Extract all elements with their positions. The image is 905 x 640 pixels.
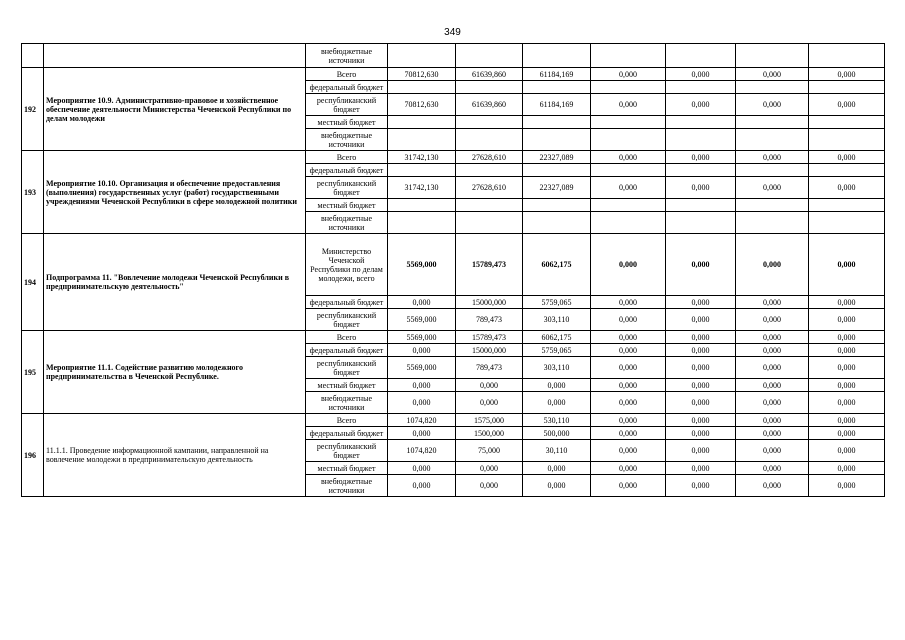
index-cell [22,44,44,68]
value-cell [736,212,809,234]
funding-source: республиканский бюджет [306,440,388,462]
table-row [22,151,885,164]
value-cell: 0,000 [388,392,456,414]
value-cell: 0,000 [666,151,736,164]
value-cell [388,129,456,151]
value-cell: 0,000 [736,379,809,392]
value-cell [456,129,523,151]
funding-source: внебюджетные источники [306,475,388,497]
description-cell [44,44,306,68]
value-cell: 0,000 [591,344,666,357]
source-cell: внебюджетные источники [306,44,388,68]
value-cell: 0,000 [809,344,885,357]
value-cell [388,164,456,177]
value-cell: 0,000 [809,296,885,309]
value-cell: 0,000 [809,462,885,475]
value-cell [523,212,591,234]
value-cell: 5759,065 [523,344,591,357]
value-cell: 0,000 [456,462,523,475]
value-cell: 0,000 [736,440,809,462]
funding-source: Всего [306,414,388,427]
value-cell: 303,110 [523,309,591,331]
value-cell [666,212,736,234]
table-row [22,414,885,427]
value-cell: 31742,130 [388,177,456,199]
value-cell: 0,000 [809,234,885,296]
value-cell: 5569,000 [388,234,456,296]
value-cell: 0,000 [666,94,736,116]
activity-description: 11.1.1. Проведение информационной кампании, направленной на вовлечение молодежи в предпринимательскую деятельность [44,414,306,497]
value-cell: 0,000 [456,379,523,392]
funding-source: внебюджетные источники [306,129,388,151]
value-cell [591,199,666,212]
funding-source: республиканский бюджет [306,309,388,331]
value-cell: 15789,473 [456,234,523,296]
value-cell: 30,110 [523,440,591,462]
value-cell: 0,000 [809,94,885,116]
value-cell: 61639,860 [456,94,523,116]
value-cell: 1500,000 [456,427,523,440]
value-cell: 0,000 [591,427,666,440]
value-cell [591,81,666,94]
funding-source: федеральный бюджет [306,81,388,94]
value-cell [388,44,456,68]
value-cell [666,164,736,177]
value-cell: 0,000 [666,177,736,199]
funding-source: местный бюджет [306,199,388,212]
value-cell [809,199,885,212]
funding-source: местный бюджет [306,116,388,129]
value-cell: 0,000 [736,309,809,331]
funding-source: Всего [306,331,388,344]
value-cell: 0,000 [666,475,736,497]
value-cell: 27628,610 [456,177,523,199]
value-cell: 0,000 [591,94,666,116]
value-cell: 0,000 [388,427,456,440]
funding-source: республиканский бюджет [306,357,388,379]
value-cell: 0,000 [736,344,809,357]
value-cell: 0,000 [736,177,809,199]
value-cell [388,81,456,94]
funding-source: федеральный бюджет [306,427,388,440]
value-cell: 0,000 [736,427,809,440]
value-cell [736,129,809,151]
value-cell: 0,000 [736,357,809,379]
value-cell: 61184,169 [523,94,591,116]
value-cell: 70812,630 [388,94,456,116]
value-cell: 0,000 [736,296,809,309]
value-cell: 0,000 [809,414,885,427]
value-cell: 0,000 [591,296,666,309]
value-cell: 0,000 [666,414,736,427]
value-cell: 0,000 [666,234,736,296]
value-cell [591,44,666,68]
value-cell: 0,000 [809,357,885,379]
value-cell: 0,000 [591,177,666,199]
value-cell: 0,000 [809,177,885,199]
value-cell [456,116,523,129]
value-cell: 0,000 [388,344,456,357]
value-cell [523,81,591,94]
value-cell [456,212,523,234]
value-cell: 0,000 [591,234,666,296]
value-cell: 31742,130 [388,151,456,164]
value-cell: 0,000 [736,462,809,475]
value-cell: 530,110 [523,414,591,427]
value-cell [523,116,591,129]
value-cell: 5569,000 [388,357,456,379]
value-cell: 0,000 [736,234,809,296]
value-cell [591,129,666,151]
row-index: 195 [22,331,44,414]
value-cell: 0,000 [736,68,809,81]
funding-source: республиканский бюджет [306,177,388,199]
value-cell: 0,000 [591,68,666,81]
value-cell: 22327,089 [523,177,591,199]
value-cell: 789,473 [456,357,523,379]
value-cell [523,199,591,212]
value-cell: 0,000 [809,427,885,440]
value-cell: 0,000 [591,379,666,392]
value-cell [736,164,809,177]
value-cell: 0,000 [666,309,736,331]
value-cell [523,164,591,177]
budget-table-body [22,44,885,497]
value-cell: 0,000 [809,475,885,497]
value-cell [523,129,591,151]
value-cell: 1575,000 [456,414,523,427]
value-cell: 27628,610 [456,151,523,164]
funding-source: федеральный бюджет [306,344,388,357]
page-number: 349 [444,27,461,38]
funding-source: республиканский бюджет [306,94,388,116]
value-cell: 0,000 [591,475,666,497]
value-cell: 61639,860 [456,68,523,81]
value-cell [456,44,523,68]
value-cell [523,44,591,68]
value-cell [809,44,885,68]
value-cell: 0,000 [591,392,666,414]
value-cell [736,81,809,94]
value-cell: 15000,000 [456,344,523,357]
value-cell: 0,000 [523,379,591,392]
value-cell: 15000,000 [456,296,523,309]
value-cell: 0,000 [591,331,666,344]
value-cell [666,44,736,68]
value-cell [736,116,809,129]
value-cell: 0,000 [591,440,666,462]
funding-source: федеральный бюджет [306,296,388,309]
value-cell [666,116,736,129]
value-cell [809,129,885,151]
value-cell: 1074,820 [388,414,456,427]
value-cell: 0,000 [736,414,809,427]
table-row-continuation [22,44,885,68]
value-cell: 0,000 [591,151,666,164]
value-cell: 0,000 [809,379,885,392]
funding-source: внебюджетные источники [306,212,388,234]
value-cell: 0,000 [388,475,456,497]
table-row [22,234,885,296]
value-cell [456,81,523,94]
funding-source: внебюджетные источники [306,392,388,414]
value-cell: 0,000 [666,357,736,379]
value-cell: 61184,169 [523,68,591,81]
table-row [22,331,885,344]
activity-description: Мероприятие 10.9. Административно-правовое и хозяйственное обеспечение деятельности Министерства Чеченской Республики по делам молодежи [44,68,306,151]
value-cell: 0,000 [666,68,736,81]
funding-source: федеральный бюджет [306,164,388,177]
value-cell [666,81,736,94]
value-cell: 0,000 [809,331,885,344]
value-cell [809,116,885,129]
value-cell [388,199,456,212]
row-index: 192 [22,68,44,151]
row-index: 194 [22,234,44,331]
value-cell: 500,000 [523,427,591,440]
row-index: 196 [22,414,44,497]
value-cell: 0,000 [666,344,736,357]
value-cell [666,199,736,212]
value-cell: 0,000 [666,296,736,309]
value-cell: 1074,820 [388,440,456,462]
value-cell: 0,000 [591,462,666,475]
value-cell: 5569,000 [388,309,456,331]
table-row [22,68,885,81]
value-cell: 0,000 [809,151,885,164]
value-cell: 0,000 [591,309,666,331]
value-cell: 0,000 [809,68,885,81]
value-cell [666,129,736,151]
value-cell [388,212,456,234]
value-cell [809,81,885,94]
value-cell [456,164,523,177]
value-cell: 0,000 [666,379,736,392]
value-cell: 0,000 [591,414,666,427]
value-cell: 0,000 [666,440,736,462]
value-cell [456,199,523,212]
value-cell: 0,000 [666,427,736,440]
value-cell: 0,000 [809,309,885,331]
activity-description: Мероприятие 11.1. Содействие развитию молодежного предпринимательства в Чеченской Республике. [44,331,306,414]
value-cell [736,44,809,68]
value-cell: 0,000 [666,392,736,414]
value-cell: 70812,630 [388,68,456,81]
value-cell: 0,000 [523,462,591,475]
value-cell: 6062,175 [523,234,591,296]
activity-description: Мероприятие 10.10. Организация и обеспечение предоставления (выполнения) государственных услуг (работ) государственными учреждениями Чеченской Республики в сфере молодежной политики [44,151,306,234]
value-cell: 0,000 [736,392,809,414]
value-cell [809,212,885,234]
value-cell: 0,000 [736,151,809,164]
value-cell: 0,000 [736,94,809,116]
budget-table [21,43,885,497]
value-cell: 15789,473 [456,331,523,344]
value-cell: 0,000 [523,475,591,497]
value-cell: 6062,175 [523,331,591,344]
activity-description: Подпрограмма 11. "Вовлечение молодежи Чеченской Республики в предпринимательскую деятельность" [44,234,306,331]
value-cell: 303,110 [523,357,591,379]
value-cell: 0,000 [666,331,736,344]
value-cell: 0,000 [809,392,885,414]
value-cell: 0,000 [388,462,456,475]
row-index: 193 [22,151,44,234]
value-cell [388,116,456,129]
value-cell [809,164,885,177]
value-cell: 0,000 [388,296,456,309]
value-cell [591,164,666,177]
value-cell: 0,000 [456,392,523,414]
value-cell: 789,473 [456,309,523,331]
value-cell: 0,000 [736,331,809,344]
value-cell: 5759,065 [523,296,591,309]
value-cell: 22327,089 [523,151,591,164]
value-cell: 5569,000 [388,331,456,344]
funding-source: Министерство Чеченской Республики по делам молодежи, всего [306,234,388,296]
funding-source: Всего [306,151,388,164]
funding-source: местный бюджет [306,379,388,392]
value-cell: 0,000 [388,379,456,392]
value-cell: 0,000 [736,475,809,497]
value-cell [736,199,809,212]
value-cell [591,116,666,129]
funding-source: местный бюджет [306,462,388,475]
value-cell: 0,000 [591,357,666,379]
funding-source: Всего [306,68,388,81]
value-cell: 0,000 [809,440,885,462]
value-cell: 0,000 [456,475,523,497]
value-cell: 0,000 [666,462,736,475]
value-cell: 0,000 [523,392,591,414]
value-cell [591,212,666,234]
value-cell: 75,000 [456,440,523,462]
